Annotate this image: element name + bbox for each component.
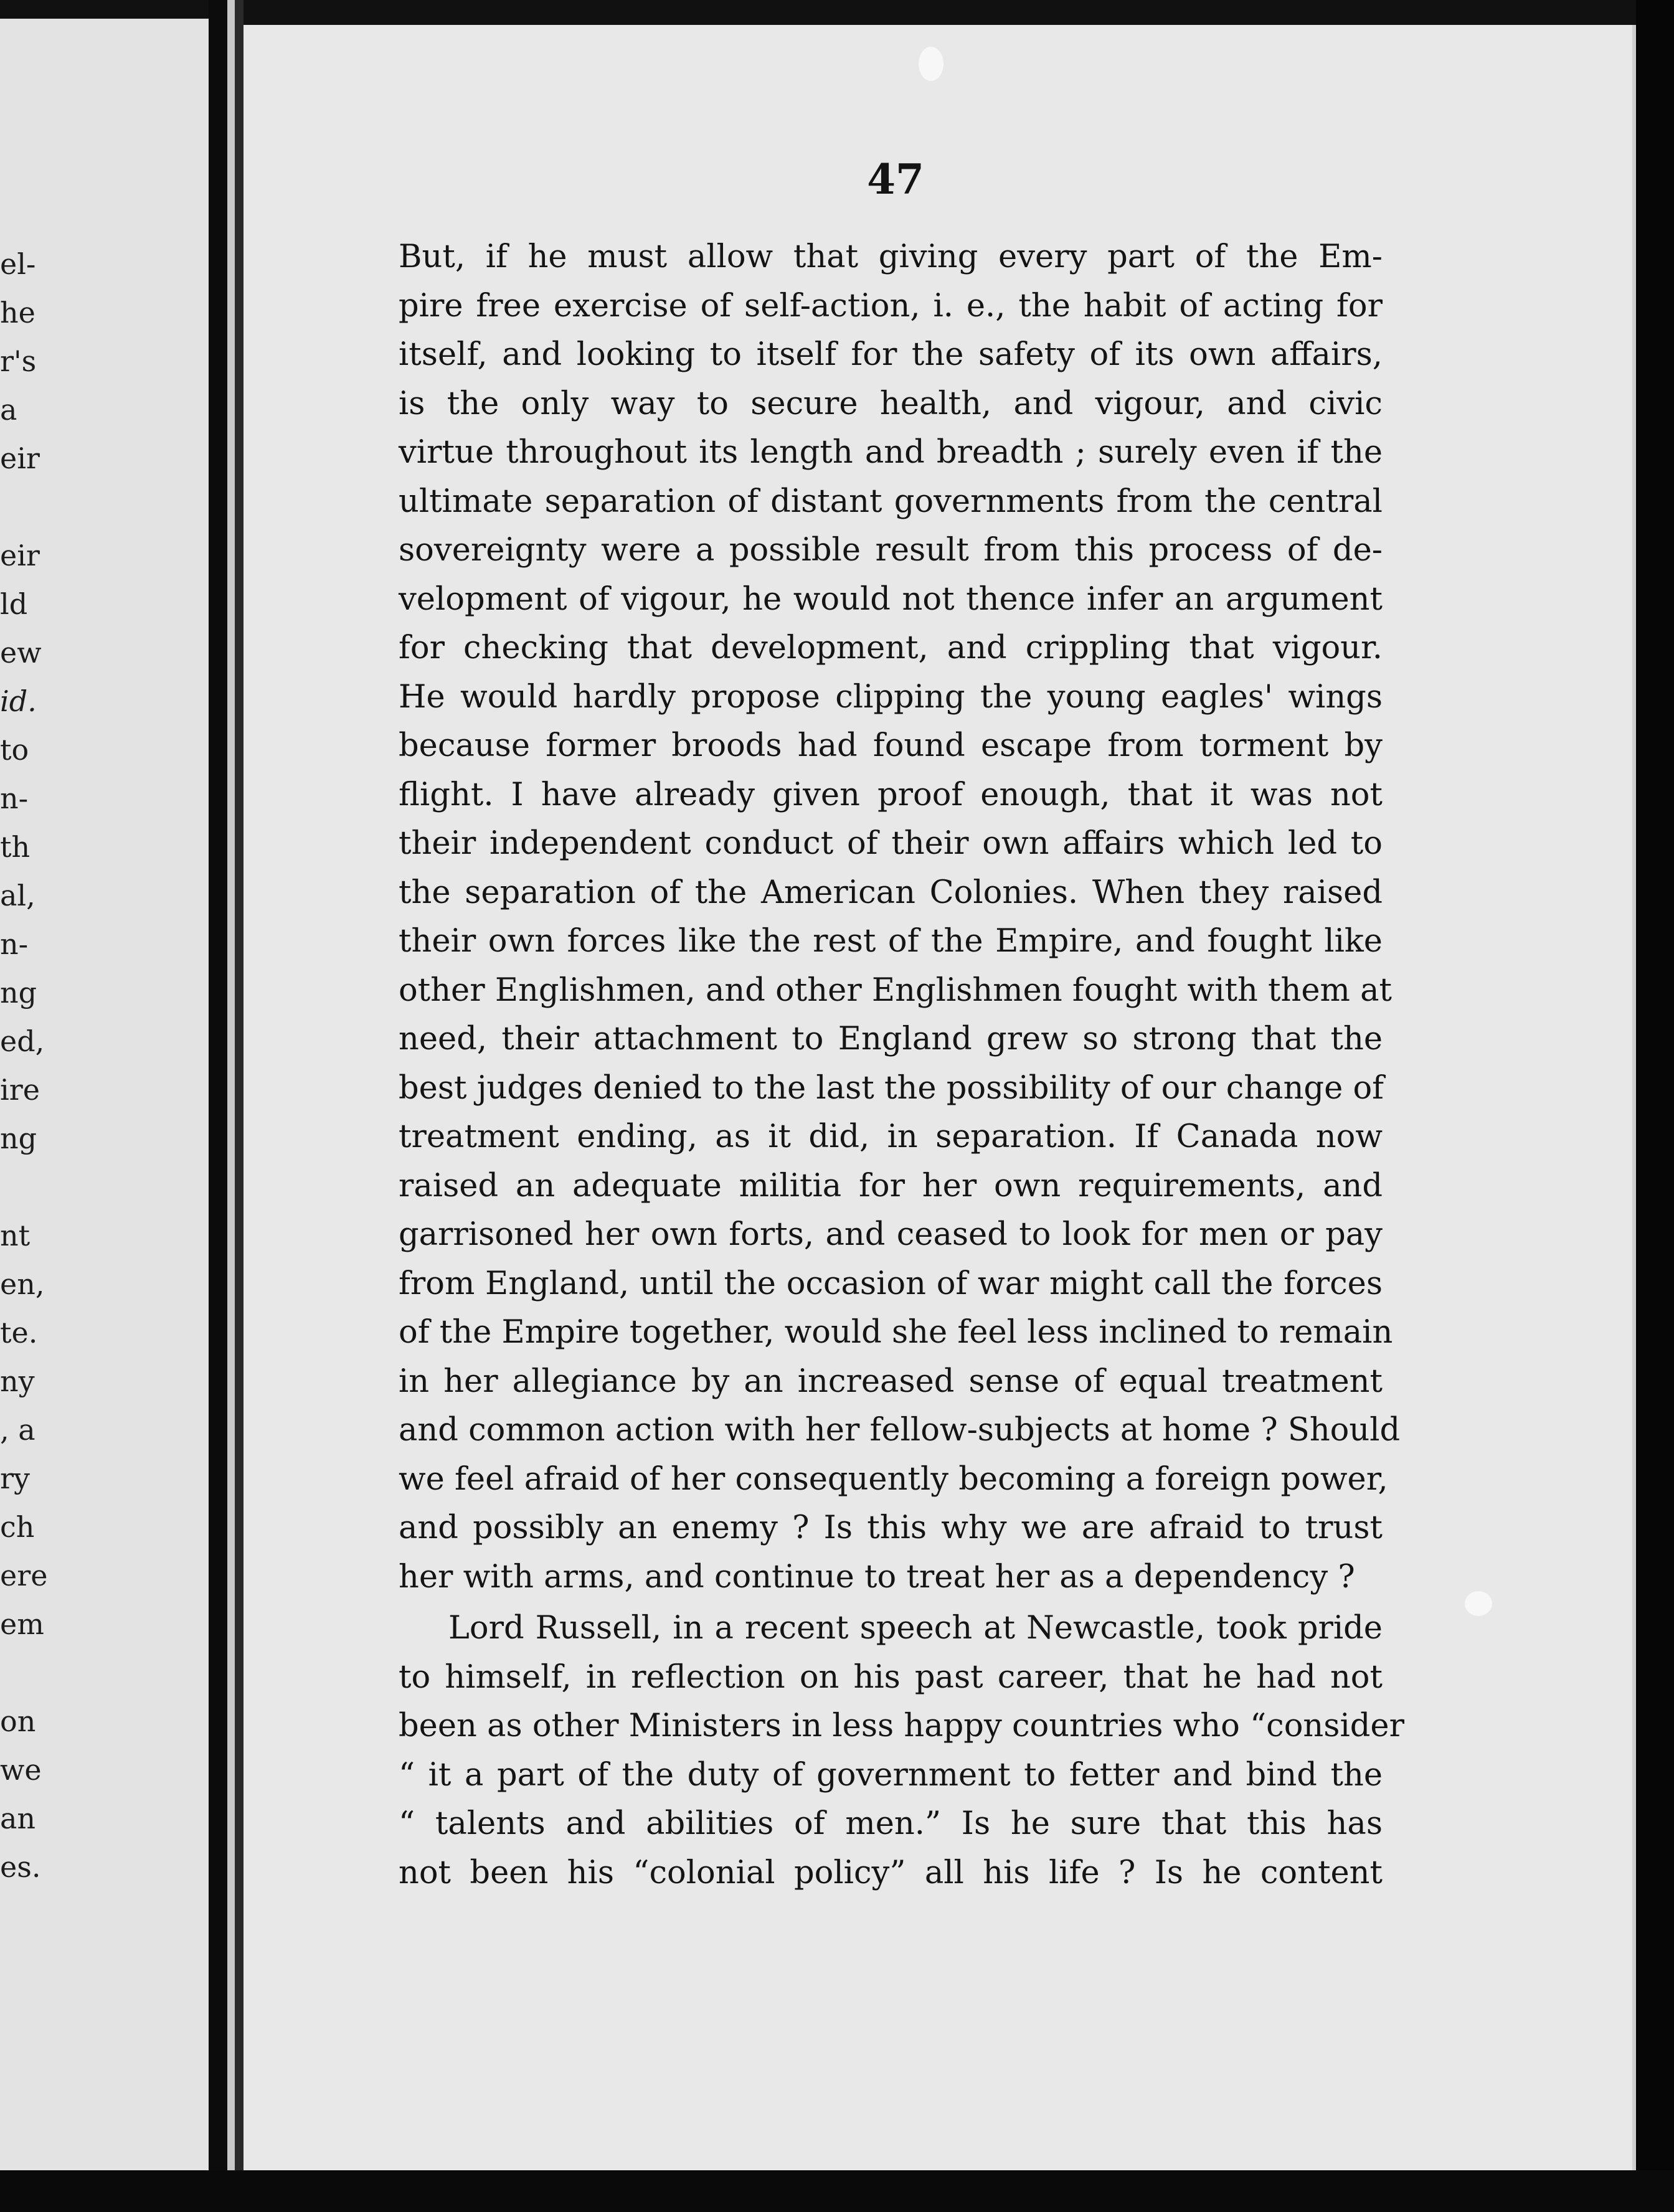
text-line: is the only way to secure health, and vigour, and civic	[399, 385, 1383, 422]
text-line: treatment ending, as it did, in separation. If Canada now	[399, 1118, 1383, 1155]
previous-page-fragment: id.	[0, 684, 37, 718]
text-line: of the Empire together, would she feel less inclined to remain	[399, 1314, 1393, 1351]
previous-page-fragment: he	[0, 296, 35, 329]
text-line: we feel afraid of her consequently becoming a foreign power,	[399, 1460, 1388, 1498]
previous-page-fragment: es.	[0, 1850, 41, 1884]
previous-page-fragment: n-	[0, 927, 29, 961]
paper-blemish	[1465, 1591, 1492, 1616]
right-shadow	[1636, 0, 1674, 2212]
text-line: garrisoned her own forts, and ceased to look for men or pay	[399, 1216, 1383, 1253]
text-line: not been his “colonial policy” all his life ? Is he content	[399, 1854, 1383, 1891]
previous-page-fragment: ny	[0, 1364, 35, 1398]
text-line: ultimate separation of distant governments from the central	[399, 483, 1383, 520]
text-line: to himself, in reflection on his past career, that he had not	[399, 1658, 1383, 1696]
text-line: He would hardly propose clipping the young eagles' wings	[399, 678, 1383, 716]
text-line: best judges denied to the last the possibility of our change of	[399, 1069, 1384, 1107]
previous-page-fragment: te.	[0, 1316, 38, 1349]
text-line: the separation of the American Colonies. When they raised	[399, 874, 1383, 911]
previous-page-fragment: ere	[0, 1559, 48, 1592]
previous-page-fragment: nt	[0, 1219, 31, 1252]
text-line: and possibly an enemy ? Is this why we are afraid to trust	[399, 1510, 1383, 1546]
previous-page-fragment: eir	[0, 442, 40, 475]
previous-page-fragment: to	[0, 733, 29, 767]
previous-page-fragment: ry	[0, 1462, 30, 1495]
text-line: But, if he must allow that giving every part of the Em-	[399, 239, 1383, 275]
text-line: pire free exercise of self-action, i. e., the habit of acting for	[399, 287, 1383, 324]
text-line: virtue throughout its length and breadth ; surely even if the	[399, 434, 1383, 471]
text-line: “ it a part of the duty of government to fetter and bind the	[399, 1756, 1383, 1794]
page-edge-shadow	[235, 0, 244, 2212]
text-line: sovereignty were a possible result from this process of de-	[399, 532, 1383, 569]
body-text	[399, 233, 1404, 1898]
previous-page-fragment: em	[0, 1607, 44, 1641]
page-edge-highlight	[227, 0, 235, 2212]
previous-page-fragment	[0, 483, 209, 531]
previous-page-fragment: on	[0, 1704, 36, 1738]
text-line: from England, until the occasion of war might call the forces	[399, 1265, 1383, 1302]
previous-page-fragment: th	[0, 830, 31, 864]
text-line: need, their attachment to England grew so strong that the	[399, 1021, 1383, 1057]
previous-page-fragment: ch	[0, 1510, 35, 1544]
text-line: their own forces like the rest of the Empire, and fought like	[399, 923, 1383, 960]
previous-page-fragment: ed,	[0, 1024, 45, 1058]
previous-page-edge	[0, 19, 209, 2186]
previous-page-fragment: ng	[0, 976, 37, 1009]
previous-page-fragment	[0, 1163, 209, 1211]
text-line: velopment of vigour, he would not thence infer an argument	[399, 580, 1383, 618]
previous-page-fragment: ire	[0, 1073, 40, 1107]
previous-page-fragment: n-	[0, 782, 29, 815]
text-line: other Englishmen, and other Englishmen fought with them at	[399, 971, 1393, 1009]
text-line: “ talents and abilities of men.” Is he sure that this has	[399, 1805, 1383, 1842]
previous-page-fragment: we	[0, 1753, 42, 1787]
text-line: because former broods had found escape from torment by	[399, 727, 1383, 764]
text-line: in her allegiance by an increased sense of equal treatment	[399, 1363, 1383, 1400]
previous-page-fragment: a	[0, 393, 17, 427]
text-line: her with arms, and continue to treat her as a dependency ?	[399, 1558, 1355, 1595]
page-number: 47	[867, 155, 924, 204]
previous-page-fragment: ld	[0, 587, 28, 621]
text-line: for checking that development, and crippling that vigour.	[399, 630, 1383, 666]
previous-page-fragment: el-	[0, 247, 36, 281]
text-line: Lord Russell, in a recent speech at Newcastle, took pride	[448, 1610, 1383, 1647]
previous-page-fragment: ew	[0, 636, 42, 669]
previous-page-fragment: eir	[0, 539, 40, 572]
previous-page-fragment	[0, 1648, 209, 1697]
text-line: their independent conduct of their own affairs which led to	[399, 825, 1383, 862]
previous-page-line-endings	[0, 240, 209, 1891]
previous-page-fragment: an	[0, 1802, 36, 1835]
previous-page-fragment: al,	[0, 879, 35, 912]
previous-page-fragment: , a	[0, 1413, 35, 1447]
text-line: and common action with her fellow-subjects at home ? Should	[399, 1412, 1401, 1449]
text-line: itself, and looking to itself for the safety of its own affairs,	[399, 336, 1383, 373]
text-line: flight. I have already given proof enough, that it was not	[399, 776, 1383, 813]
text-line: raised an adequate militia for her own requirements, and	[399, 1167, 1383, 1204]
paper-blemish	[919, 47, 943, 81]
previous-page-fragment: en,	[0, 1267, 45, 1301]
previous-page-fragment: r's	[0, 344, 37, 378]
book-gutter	[209, 0, 227, 2212]
bottom-shadow	[0, 2170, 1674, 2212]
previous-page-fragment: ng	[0, 1122, 37, 1155]
text-line: been as other Ministers in less happy countries who “consider	[399, 1708, 1404, 1744]
